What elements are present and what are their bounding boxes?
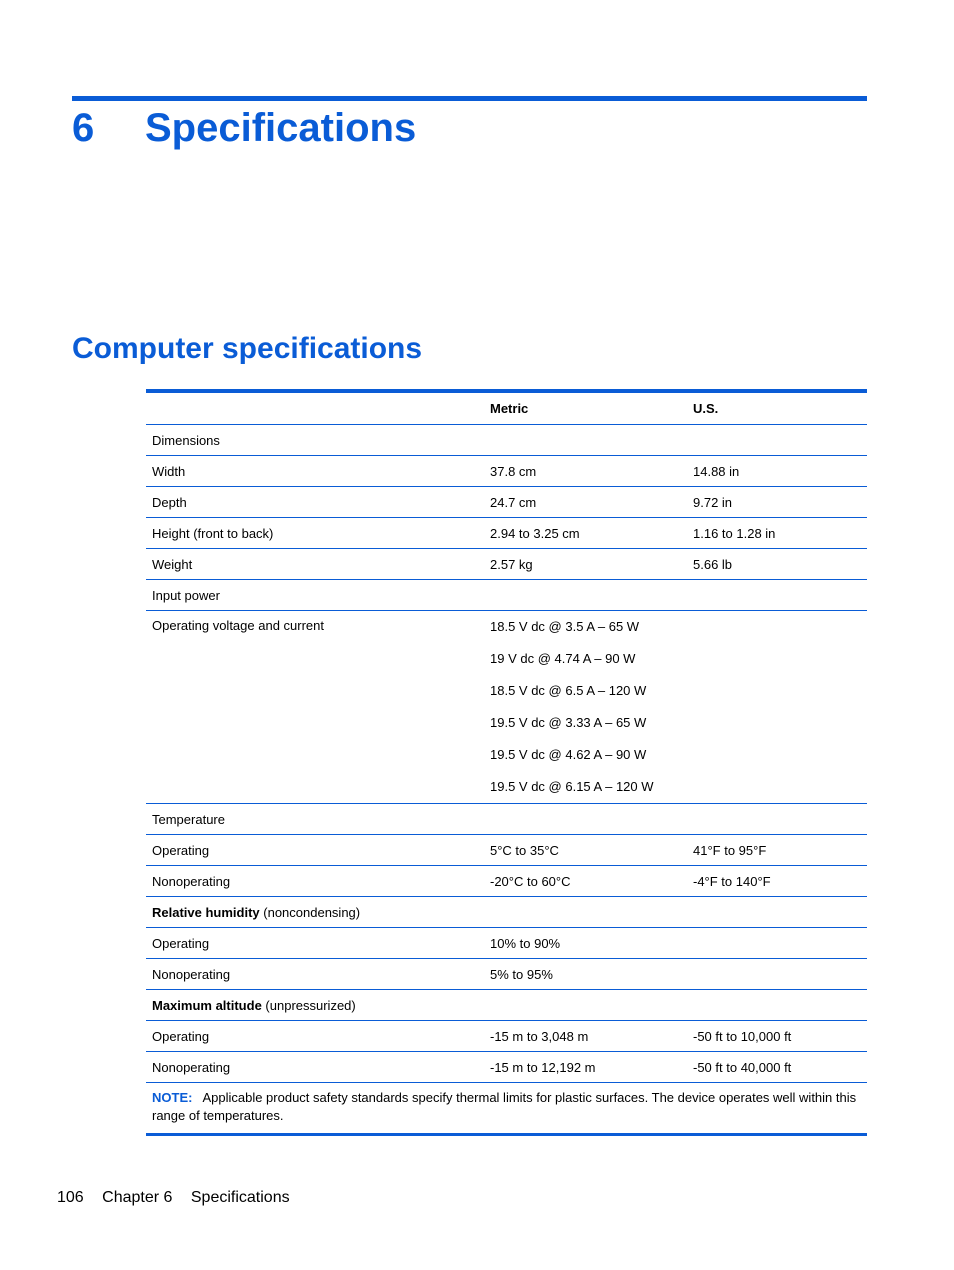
us-value: 14.88 in — [687, 456, 867, 487]
row-label: Operating — [146, 835, 484, 866]
note-text: Applicable product safety standards specify thermal limits for plastic surfaces. The device operates well within this range of temperatures. — [152, 1090, 857, 1123]
metric-value: 5% to 95% — [484, 959, 687, 990]
header-us: U.S. — [687, 391, 867, 425]
us-value: 1.16 to 1.28 in — [687, 518, 867, 549]
us-value: -50 ft to 40,000 ft — [687, 1052, 867, 1083]
metric-value: 10% to 90% — [484, 928, 687, 959]
table-row — [146, 487, 867, 518]
group-label-text: Maximum altitude — [152, 997, 262, 1013]
section-title: Computer specifications — [72, 332, 423, 365]
page-number: 106 — [57, 1189, 84, 1206]
row-label: Depth — [146, 487, 484, 518]
metric-value-list — [484, 611, 687, 804]
group-label — [146, 990, 484, 1021]
us-value: 5.66 lb — [687, 549, 867, 580]
metric-value: 5°C to 35°C — [484, 835, 687, 866]
group-row-humidity — [146, 897, 867, 928]
row-label: Operating — [146, 928, 484, 959]
row-label: Weight — [146, 549, 484, 580]
table-row — [146, 866, 867, 897]
row-label: Operating voltage and current — [146, 611, 484, 804]
group-label: Temperature — [146, 804, 484, 835]
group-row-altitude — [146, 990, 867, 1021]
group-qualifier: (unpressurized) — [265, 997, 356, 1013]
metric-value: 2.57 kg — [484, 549, 687, 580]
table-row — [146, 959, 867, 990]
group-row-temperature — [146, 804, 867, 835]
group-qualifier: (noncondensing) — [263, 904, 361, 920]
note — [146, 1083, 867, 1135]
voltage-value: 19 V dc @ 4.74 A – 90 W — [490, 651, 636, 666]
chapter-number: 6 — [72, 106, 95, 150]
table-row — [146, 549, 867, 580]
header-blank — [146, 391, 484, 425]
us-value: 41°F to 95°F — [687, 835, 867, 866]
voltage-value: 19.5 V dc @ 3.33 A – 65 W — [490, 715, 647, 730]
metric-value: 37.8 cm — [484, 456, 687, 487]
table-row — [146, 456, 867, 487]
table-row — [146, 518, 867, 549]
note-label: NOTE: — [152, 1090, 193, 1105]
us-value: 9.72 in — [687, 487, 867, 518]
row-label: Operating — [146, 1021, 484, 1052]
header-metric: Metric — [484, 391, 687, 425]
table-row — [146, 1021, 867, 1052]
table-header-row — [146, 391, 867, 425]
metric-value: -15 m to 3,048 m — [484, 1021, 687, 1052]
metric-value: -20°C to 60°C — [484, 866, 687, 897]
chapter-rule — [72, 96, 867, 101]
group-row-dimensions — [146, 425, 867, 456]
voltage-value: 18.5 V dc @ 3.5 A – 65 W — [490, 619, 640, 634]
group-label: Input power — [146, 580, 484, 611]
footer-title: Specifications — [190, 1189, 290, 1206]
row-label: Nonoperating — [146, 866, 484, 897]
table-row — [146, 1052, 867, 1083]
row-label: Width — [146, 456, 484, 487]
chapter-heading — [72, 106, 416, 151]
voltage-value: 19.5 V dc @ 4.62 A – 90 W — [490, 747, 647, 762]
table-row — [146, 611, 867, 804]
note-row — [146, 1083, 867, 1135]
table-row — [146, 835, 867, 866]
us-value: -4°F to 140°F — [687, 866, 867, 897]
us-value: -50 ft to 10,000 ft — [687, 1021, 867, 1052]
group-label-text: Relative humidity — [152, 904, 260, 920]
page-footer — [57, 1189, 304, 1207]
metric-value: 2.94 to 3.25 cm — [484, 518, 687, 549]
group-label — [146, 897, 484, 928]
table-row — [146, 928, 867, 959]
voltage-value: 19.5 V dc @ 6.15 A – 120 W — [490, 779, 654, 794]
group-label: Dimensions — [146, 425, 484, 456]
footer-chapter: Chapter 6 — [102, 1189, 173, 1206]
row-label: Nonoperating — [146, 1052, 484, 1083]
row-label: Height (front to back) — [146, 518, 484, 549]
spec-table — [146, 389, 867, 1136]
group-row-input-power — [146, 580, 867, 611]
row-label: Nonoperating — [146, 959, 484, 990]
chapter-title: Specifications — [145, 106, 417, 150]
voltage-value: 18.5 V dc @ 6.5 A – 120 W — [490, 683, 647, 698]
metric-value: 24.7 cm — [484, 487, 687, 518]
metric-value: -15 m to 12,192 m — [484, 1052, 687, 1083]
